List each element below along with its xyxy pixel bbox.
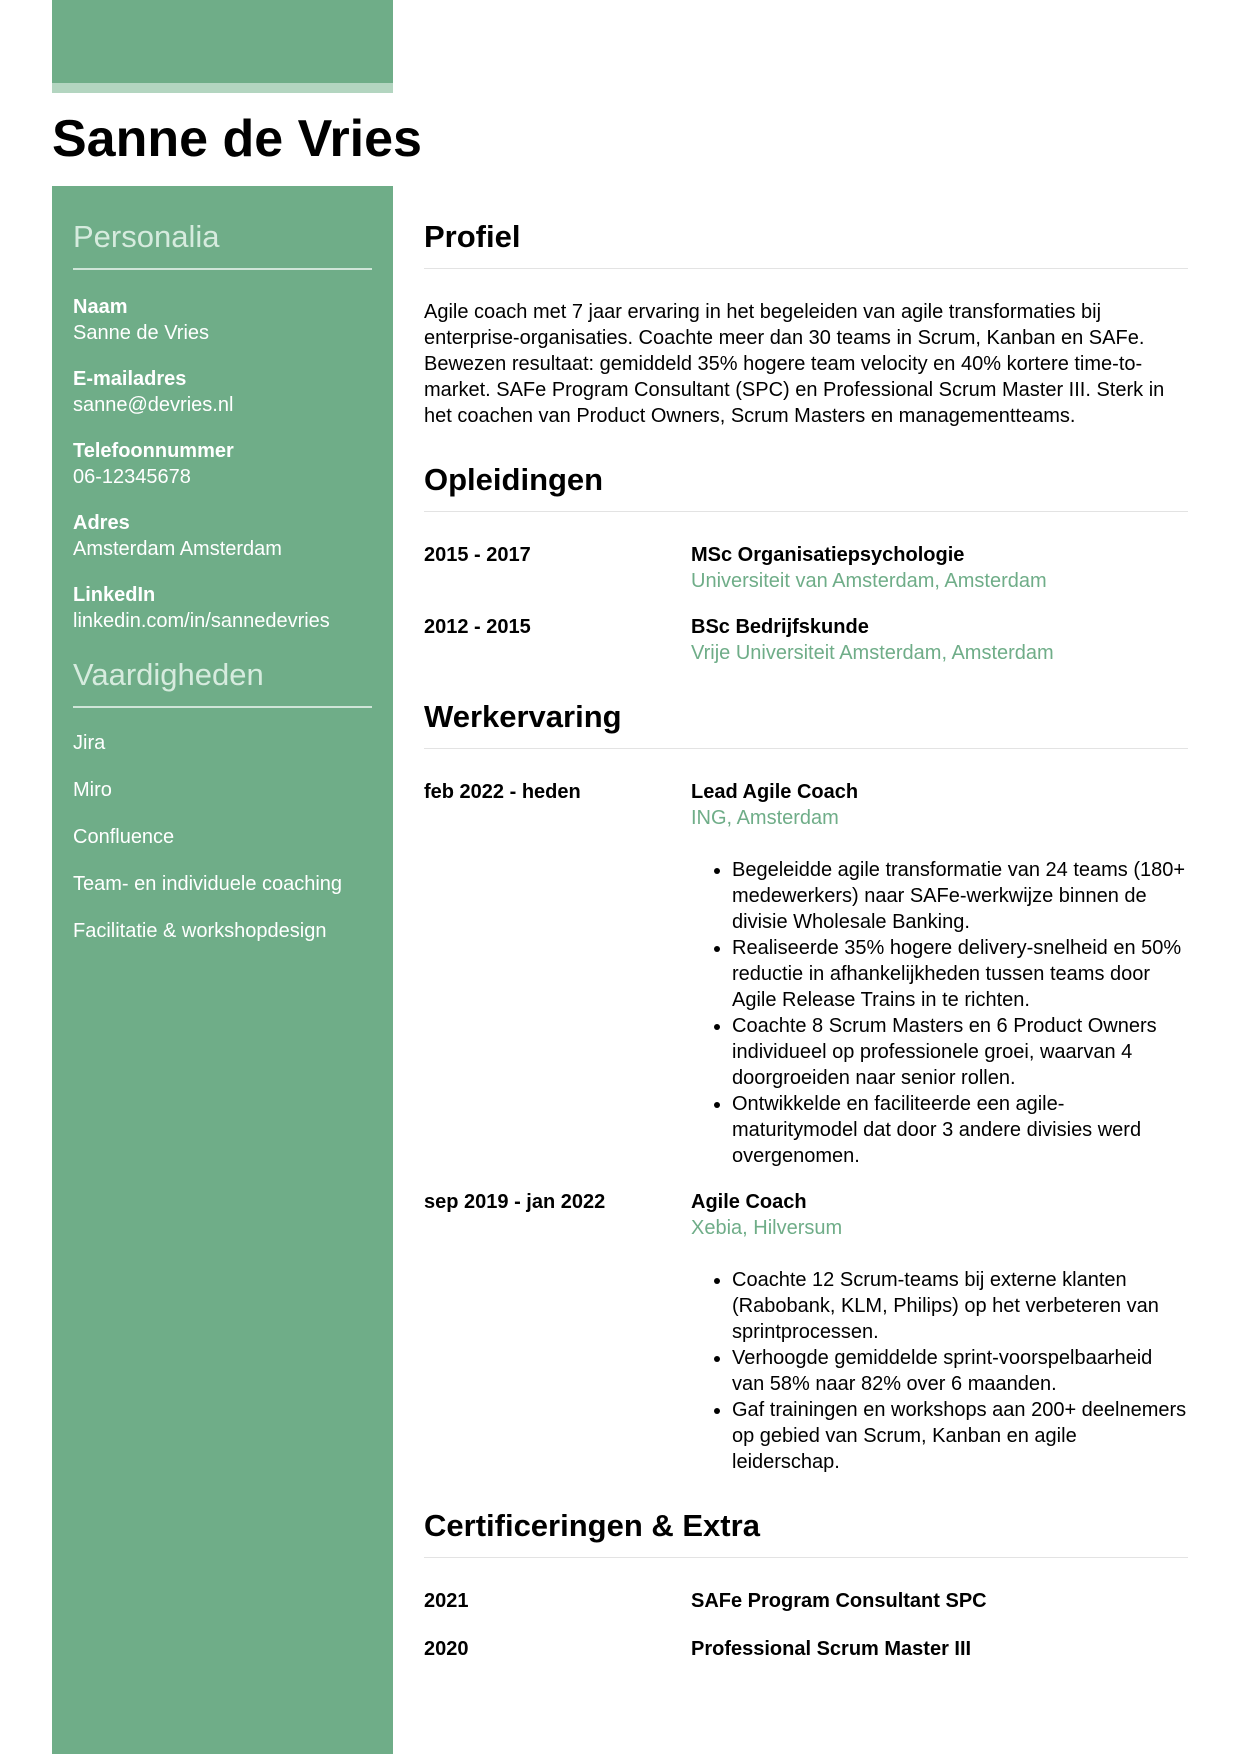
header-accent-stripe — [52, 83, 393, 93]
section-title: Profiel — [424, 219, 521, 254]
experience-entry — [424, 1189, 1188, 1475]
experience-section — [424, 698, 1188, 1475]
achievement-item: • Verhoogde gemiddelde sprint-voorspelbaarheid van 58% naar 82% over 6 maanden. — [732, 1345, 1188, 1397]
education-section — [424, 461, 1188, 666]
achievement-item: • Coachte 12 Scrum-teams bij externe klanten (Rabobank, KLM, Philips) op het verbeteren van sprintprocessen. — [732, 1267, 1188, 1345]
field-label: Adres — [73, 512, 130, 534]
field-email — [73, 366, 372, 418]
skill-item: Confluence — [73, 826, 175, 848]
field-value: sanne@devries.nl — [73, 394, 234, 416]
entry-date: sep 2019 - jan 2022 — [424, 1191, 606, 1213]
entry-date: feb 2022 - heden — [424, 781, 581, 803]
skill-item: Facilitatie & workshopdesign — [73, 920, 327, 942]
cert-year: 2020 — [424, 1638, 469, 1660]
achievement-list — [691, 1267, 1188, 1475]
section-divider — [424, 511, 1188, 512]
field-naam — [73, 294, 372, 346]
field-value: Amsterdam Amsterdam — [73, 538, 282, 560]
field-address — [73, 510, 372, 562]
personalia-heading: Personalia — [73, 219, 220, 254]
skills-heading: Vaardigheden — [73, 657, 264, 692]
entry-title: BSc Bedrijfskunde — [691, 616, 869, 638]
entry-institution: Universiteit van Amsterdam, Amsterdam — [691, 570, 1047, 592]
education-entry — [424, 542, 1188, 594]
profile-text: Agile coach met 7 jaar ervaring in het begeleiden van agile transformaties bij enterprise-organisaties. Coachte meer dan 30 teams in Scrum, Kanban en SAFe. Bewezen resultaat: gemiddeld 35% hogere team velocity en 40% kortere time-to-market. SAFe Program Consultant (SPC) en Professional Scrum Master III. Sterk in het coachen van Product Owners, Scrum Masters en managementteams. — [424, 301, 1165, 427]
skill-item: Miro — [73, 779, 112, 801]
achievement-item: • Begeleidde agile transformatie van 24 teams (180+ medewerkers) naar SAFe-werkwijze binnen de divisie Wholesale Banking. — [732, 857, 1188, 935]
personalia-divider — [73, 268, 372, 270]
field-phone — [73, 438, 372, 490]
entry-employer: Xebia, Hilversum — [691, 1217, 843, 1239]
section-title: Opleidingen — [424, 462, 604, 497]
entry-date: 2015 - 2017 — [424, 544, 531, 566]
field-label: Telefoonnummer — [73, 440, 234, 462]
achievement-item: • Gaf trainingen en workshops aan 200+ deelnemers op gebied van Scrum, Kanban en agile leiderschap. — [732, 1397, 1188, 1475]
section-divider — [424, 748, 1188, 749]
cert-name: SAFe Program Consultant SPC — [691, 1590, 987, 1612]
achievement-item: • Coachte 8 Scrum Masters en 6 Product Owners individueel op professionele groei, waarvan 4 doorgroeiden naar senior rollen. — [732, 1013, 1188, 1091]
certification-entry — [424, 1636, 1188, 1662]
entry-employer: ING, Amsterdam — [691, 807, 839, 829]
entry-institution: Vrije Universiteit Amsterdam, Amsterdam — [691, 642, 1054, 664]
cert-name: Professional Scrum Master III — [691, 1638, 972, 1660]
skill-item: Team- en individuele coaching — [73, 873, 343, 895]
entry-date: 2012 - 2015 — [424, 616, 531, 638]
field-label: E-mailadres — [73, 368, 187, 390]
profile-section — [424, 218, 1188, 429]
skills-list — [73, 730, 372, 944]
main-content — [424, 186, 1188, 1662]
field-value: Sanne de Vries — [73, 322, 210, 344]
field-value: linkedin.com/in/sannedevries — [73, 610, 330, 632]
education-entry — [424, 614, 1188, 666]
certification-entry — [424, 1588, 1188, 1614]
field-label: LinkedIn — [73, 584, 156, 606]
header-color-block — [52, 0, 393, 83]
skills-divider — [73, 706, 372, 708]
section-title: Certificeringen & Extra — [424, 1508, 760, 1543]
candidate-name: Sanne de Vries — [52, 110, 422, 168]
entry-title: Lead Agile Coach — [691, 781, 859, 803]
achievement-item: • Ontwikkelde en faciliteerde een agile-maturitymodel dat door 3 andere divisies werd overgenomen. — [732, 1091, 1188, 1169]
experience-entry — [424, 779, 1188, 1169]
entry-title: MSc Organisatiepsychologie — [691, 544, 965, 566]
cert-year: 2021 — [424, 1590, 469, 1612]
skill-item: Jira — [73, 732, 106, 754]
section-divider — [424, 1557, 1188, 1558]
field-label: Naam — [73, 296, 128, 318]
certifications-section — [424, 1507, 1188, 1662]
section-title: Werkervaring — [424, 699, 622, 734]
section-divider — [424, 268, 1188, 269]
entry-title: Agile Coach — [691, 1191, 807, 1213]
field-linkedin — [73, 582, 372, 634]
sidebar — [52, 186, 393, 1754]
achievement-item: • Realiseerde 35% hogere delivery-snelheid en 50% reductie in afhankelijkheden tussen teams door Agile Release Trains in te richten. — [732, 935, 1188, 1013]
field-value: 06-12345678 — [73, 466, 191, 488]
achievement-list — [691, 857, 1188, 1169]
